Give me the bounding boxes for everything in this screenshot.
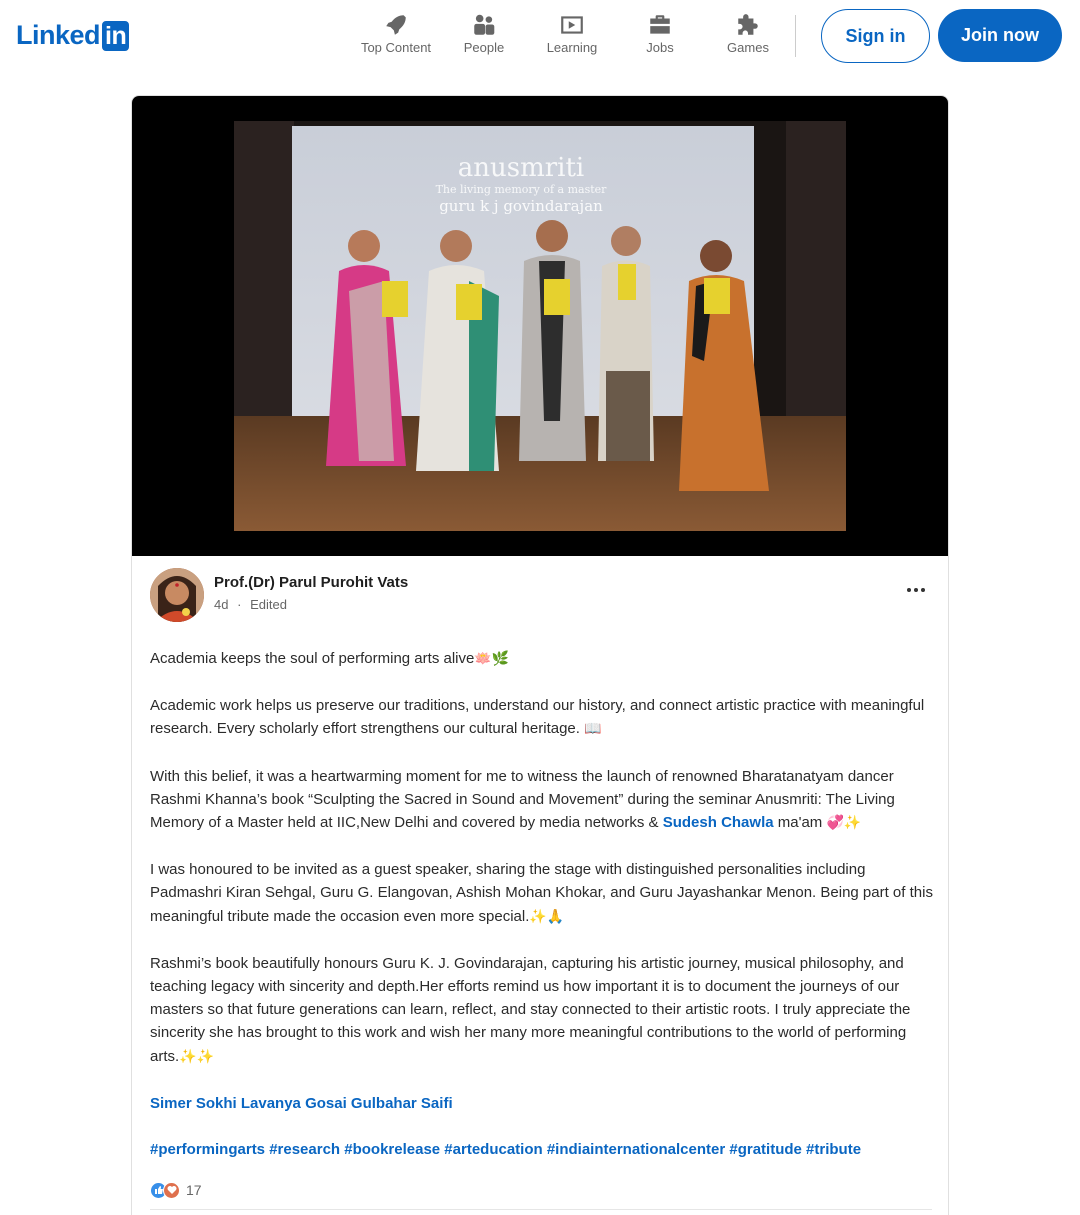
- banner-subtitle: The living memory of a master: [435, 183, 607, 196]
- paragraph-text: Academia keeps the soul of performing arts alive: [150, 650, 475, 667]
- people-icon: [471, 12, 497, 38]
- nav-jobs[interactable]: [616, 12, 704, 55]
- sign-in-button[interactable]: Sign in: [821, 9, 930, 63]
- join-now-button[interactable]: Join now: [938, 9, 1062, 62]
- event-photo-illustration: [234, 121, 846, 531]
- hashtags-line: [150, 1138, 935, 1161]
- nav-games[interactable]: [704, 12, 792, 55]
- emoji: ✨✨: [179, 1048, 215, 1065]
- post-body: [150, 647, 935, 1184]
- top-navbar: [0, 0, 1080, 72]
- linkedin-logo[interactable]: [16, 20, 129, 51]
- nav-divider: [795, 15, 796, 57]
- love-reaction-icon: [163, 1182, 180, 1199]
- mentions-line: [150, 1092, 935, 1115]
- post-paragraph: [150, 647, 935, 671]
- post-age: 4d: [214, 597, 229, 612]
- nav-top-content[interactable]: [352, 12, 440, 55]
- rocket-icon: [383, 12, 409, 38]
- paragraph-text: Academic work helps us preserve our traditions, understand our history, and connect artistic practice with meaningful research. Every scholarly effort strengthens our cultural heritage.: [150, 697, 925, 738]
- puzzle-icon: [735, 12, 761, 38]
- post-paragraph: [150, 858, 935, 929]
- emoji: ✨🙏: [529, 908, 565, 925]
- nav-label: Jobs: [646, 40, 674, 55]
- event-photo: [234, 121, 846, 531]
- post-author: [150, 568, 930, 628]
- author-name[interactable]: Prof.(Dr) Parul Purohit Vats: [214, 574, 409, 591]
- paragraph-text: Rashmi’s book beautifully honours Guru K. J. Govindarajan, capturing his artistic journey, musical philosophy, and teaching legacy with sincerity and depth.Her efforts remind us how important it is to document the journeys of our masters so that future generations can learn, reflect, and stay connected to their artistic roots. I truly appreciate the sincerity she has brought to this work and wish her many more meaningful contributions to the world of performing arts.: [150, 954, 911, 1065]
- more-options-button[interactable]: [902, 580, 930, 600]
- post-paragraph: [150, 694, 935, 741]
- reaction-count: 17: [186, 1182, 202, 1198]
- logo-text: Linked: [16, 20, 101, 50]
- post-card: [131, 95, 949, 1215]
- banner-title: anusmriti: [457, 153, 585, 183]
- ellipsis-icon: [907, 588, 911, 592]
- nav-people[interactable]: [440, 12, 528, 55]
- meta-separator: ·: [237, 597, 242, 612]
- paragraph-text: ma'am: [773, 814, 823, 832]
- edited-label: Edited: [250, 597, 287, 612]
- mentions-links[interactable]: Simer Sokhi Lavanya Gosai Gulbahar Saifi: [150, 1094, 453, 1112]
- emoji: 🪷🌿: [474, 651, 510, 667]
- hashtag-links[interactable]: #performingarts #research #bookrelease #arteducation #indiainternationalcenter #gratitude #tribute: [150, 1141, 862, 1159]
- nav-label: Top Content: [360, 40, 432, 55]
- logo-box: in: [102, 21, 129, 51]
- nav-label: Games: [727, 40, 769, 55]
- reactions-bar[interactable]: [150, 1180, 202, 1200]
- nav-label: Learning: [546, 40, 598, 55]
- video-icon: [559, 12, 585, 38]
- post-media[interactable]: [132, 96, 949, 556]
- paragraph-text: With this belief, it was a heartwarming moment for me to witness the launch of renowned Bharatanatyam dancer Rashmi Khanna’s book “Sculpting the Sacred in Sound and Movement” during the seminar Anusmriti: The Living Memory of a Master held at IIC,New Delhi and covered by media networks &: [150, 767, 895, 832]
- post-paragraph: [150, 765, 935, 836]
- paragraph-text: I was honoured to be invited as a guest speaker, sharing the stage with distinguished personalities including Padmashri Kiran Sehgal, Guru G. Elangovan, Ashish Mohan Khokar, and Guru Jayashankar Menon. Being part of this meaningful tribute made the occasion even more special.: [150, 861, 933, 925]
- main-nav: [352, 12, 792, 55]
- briefcase-icon: [647, 12, 673, 38]
- book-emoji: 📖: [584, 721, 602, 738]
- post-meta: [214, 597, 287, 612]
- nav-learning[interactable]: [528, 12, 616, 55]
- banner-name: guru k j govindarajan: [439, 197, 603, 215]
- divider: [150, 1209, 932, 1210]
- mention-link[interactable]: Sudesh Chawla: [662, 814, 774, 832]
- author-avatar[interactable]: [150, 568, 204, 622]
- post-paragraph: [150, 952, 935, 1069]
- emoji: 💞✨: [826, 815, 862, 832]
- nav-label: People: [463, 40, 505, 55]
